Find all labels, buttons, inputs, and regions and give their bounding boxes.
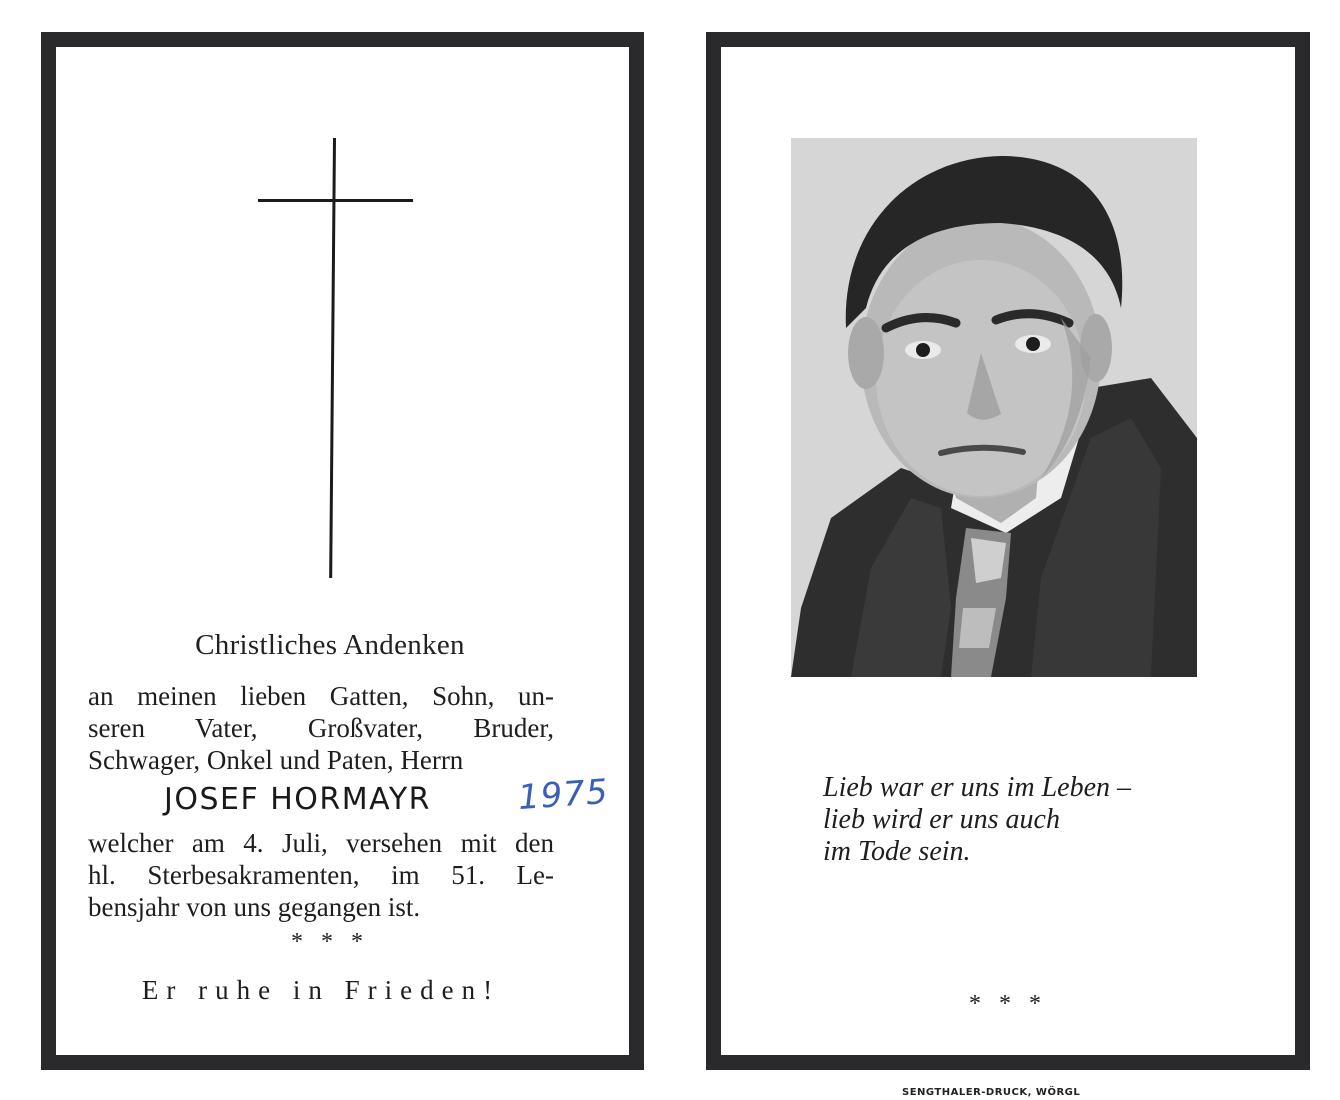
cross-icon-horizontal-bar [258,199,413,202]
death-paragraph [88,827,554,923]
memorial-card-left [41,32,644,1070]
intro-line: seren Vater, Großvater, Bruder, [88,713,554,743]
deceased-name: JOSEF HORMAYR [164,782,432,817]
death-line: welcher am 4. Juli, versehen mit den [88,828,554,858]
memorial-card-right [706,32,1310,1070]
card-heading: Christliches Andenken [195,629,465,661]
death-line: bensjahr von uns gegangen ist. [88,892,421,922]
portrait-photo [791,138,1197,677]
separator-stars: * * * [291,929,369,955]
quote-line: Lieb war er uns im Leben – [823,772,1131,803]
quote-line: lieb wird er uns auch [823,804,1060,835]
portrait-illustration [791,138,1197,677]
printer-credit: SENGTHALER-DRUCK, WÖRGL [902,1087,1081,1098]
closing-line: Er ruhe in Frieden! [141,975,501,1005]
quote-block [823,772,1131,868]
handwritten-year: 1975 [516,771,610,819]
intro-line: an meinen lieben Gatten, Sohn, un- [88,681,554,711]
separator-stars: * * * [969,991,1047,1017]
death-line: hl. Sterbesakramenten, im 51. Le- [88,860,554,890]
intro-line: Schwager, Onkel und Paten, Herrn [88,745,464,775]
cross-icon-vertical-bar [329,138,336,578]
intro-paragraph [88,680,554,776]
quote-line: im Tode sein. [823,836,971,867]
